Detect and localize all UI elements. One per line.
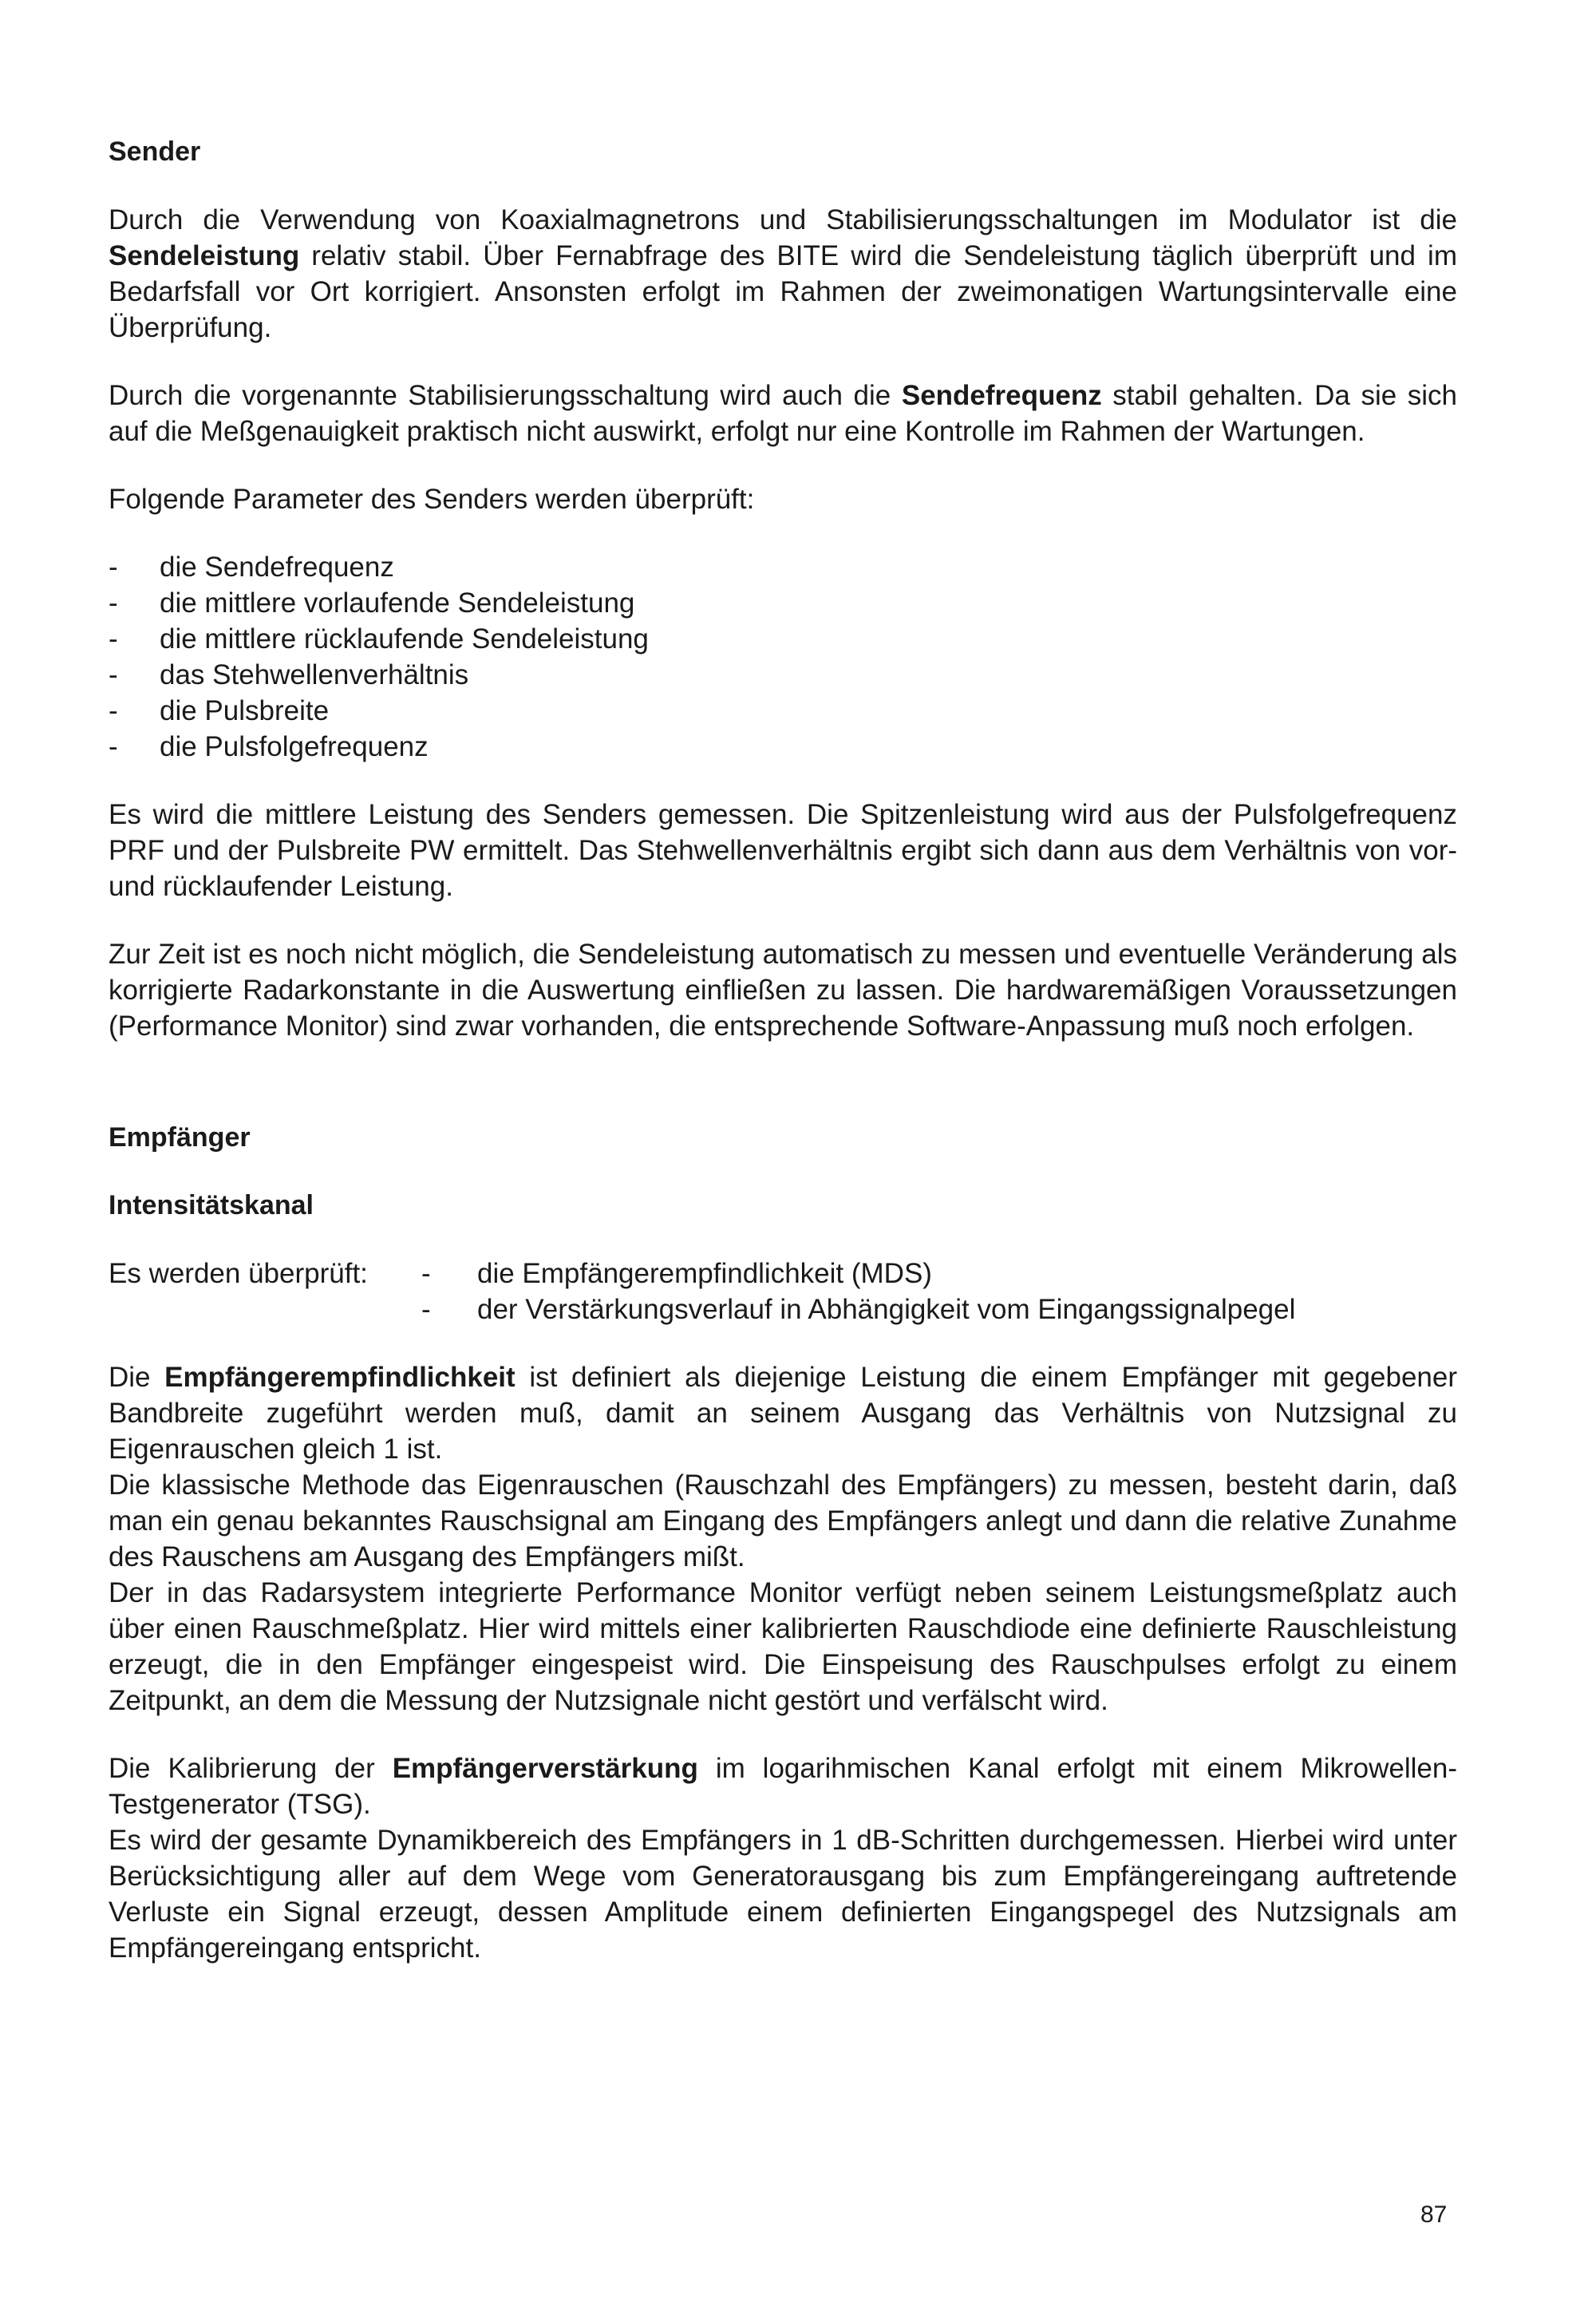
document-page	[109, 134, 1457, 1966]
list-item: - die Pulsbreite	[109, 693, 1457, 729]
empfaenger-paragraph-4: Die Kalibrierung der Empfängerverstärkung im logarihmischen Kanal erfolgt mit einem Mikrowellen-Testgenerator (TSG).	[109, 1753, 1457, 1820]
parameter-list	[109, 549, 1457, 765]
list-item: die Empfängerempfindlichkeit (MDS)	[477, 1258, 932, 1289]
sender-paragraph-3: Folgende Parameter des Senders werden überprüft:	[109, 484, 755, 515]
empfaenger-paragraph-2: Die klassische Methode das Eigenrauschen (Rauschzahl des Empfängers) zu messen, besteht darin, daß man ein genau bekanntes Rauschsignal am Eingang des Empfängers anlegt und dann die relative Zunahme des Rauschens am Ausgang des Empfängers mißt.	[109, 1469, 1457, 1572]
bold-term-sendeleistung: Sendeleistung	[109, 240, 300, 271]
checked-lead-text: Es werden überprüft:	[109, 1258, 368, 1289]
bold-term-sendefrequenz: Sendefrequenz	[901, 380, 1102, 411]
empfaenger-paragraph-3: Der in das Radarsystem integrierte Performance Monitor verfügt neben seinem Leistungsmeßplatz auch über einen Rauschmeßplatz. Hier wird mittels einer kalibrierten Rauschdiode eine definierte Rauschleistung erzeugt, die in den Empfänger eingespeist wird. Die Einspeisung des Rauschpulses erfolgt zu einem Zeitpunkt, an dem die Messung der Nutzsignale nicht gestört und verfälscht wird.	[109, 1577, 1457, 1716]
sender-paragraph-1: Durch die Verwendung von Koaxialmagnetrons und Stabilisierungsschaltungen im Modulator ist die Sendeleistung relativ stabil. Über Fernabfrage des BITE wird die Sendeleistung täglich überprüft und im Bedarfsfall vor Ort korrigiert. Ansonsten erfolgt im Rahmen der zweimonatigen Wartungsintervalle eine Überprüfung.	[109, 204, 1457, 343]
section-heading-empfaenger: Empfänger	[109, 1122, 251, 1153]
empfaenger-paragraph-1: Die Empfängerempfindlichkeit ist definiert als diejenige Leistung die einem Empfänger mit gegebener Bandbreite zugeführt werden muß, damit an seinem Ausgang das Verhältnis von Nutzsignal zu Eigenrauschen gleich 1 ist.	[109, 1362, 1457, 1465]
page-number: 87	[1420, 2201, 1448, 2228]
list-item: - die mittlere rücklaufende Sendeleistung	[109, 621, 1457, 657]
subheading-intensitaetskanal: Intensitätskanal	[109, 1190, 314, 1220]
list-item: - die Pulsfolgefrequenz	[109, 729, 1457, 765]
bold-term-empfaengerempfindlichkeit: Empfängerempfindlichkeit	[164, 1362, 516, 1393]
sender-paragraph-2: Durch die vorgenannte Stabilisierungsschaltung wird auch die Sendefrequenz stabil gehalten. Da sie sich auf die Meßgenauigkeit praktisch nicht auswirkt, erfolgt nur eine Kontrolle im Rahmen der Wartungen.	[109, 380, 1457, 447]
sender-paragraph-5: Zur Zeit ist es noch nicht möglich, die Sendeleistung automatisch zu messen und eventuelle Veränderung als korrigierte Radarkonstante in die Auswertung einfließen zu lassen. Die hardwaremäßigen Voraussetzungen (Performance Monitor) sind zwar vorhanden, die entsprechende Software-Anpassung muß noch erfolgen.	[109, 939, 1457, 1042]
list-item: der Verstärkungsverlauf in Abhängigkeit vom Eingangssignalpegel	[477, 1294, 1296, 1325]
bold-term-empfaengerverstaerkung: Empfängerverstärkung	[392, 1753, 698, 1784]
list-item: - die Sendefrequenz	[109, 549, 1457, 585]
section-heading-sender: Sender	[109, 136, 201, 167]
checked-items-block: Es werden überprüft: - die Empfängerempfindlichkeit (MDS) - der Verstärkungsverlauf in Abhängigkeit vom Eingangssignalpegel	[109, 1256, 1457, 1327]
list-item: - die mittlere vorlaufende Sendeleistung	[109, 585, 1457, 621]
empfaenger-paragraph-5: Es wird der gesamte Dynamikbereich des Empfängers in 1 dB-Schritten durchgemessen. Hierbei wird unter Berücksichtigung aller auf dem Wege vom Generatorausgang bis zum Empfängereingang auftretende Verluste ein Signal erzeugt, dessen Amplitude einem definierten Eingangspegel des Nutzsignals am Empfängereingang entspricht.	[109, 1825, 1457, 1964]
list-item: - das Stehwellenverhältnis	[109, 657, 1457, 693]
sender-paragraph-4: Es wird die mittlere Leistung des Senders gemessen. Die Spitzenleistung wird aus der Pulsfolgefrequenz PRF und der Pulsbreite PW ermittelt. Das Stehwellenverhältnis ergibt sich dann aus dem Verhältnis von vor- und rücklaufender Leistung.	[109, 799, 1457, 902]
